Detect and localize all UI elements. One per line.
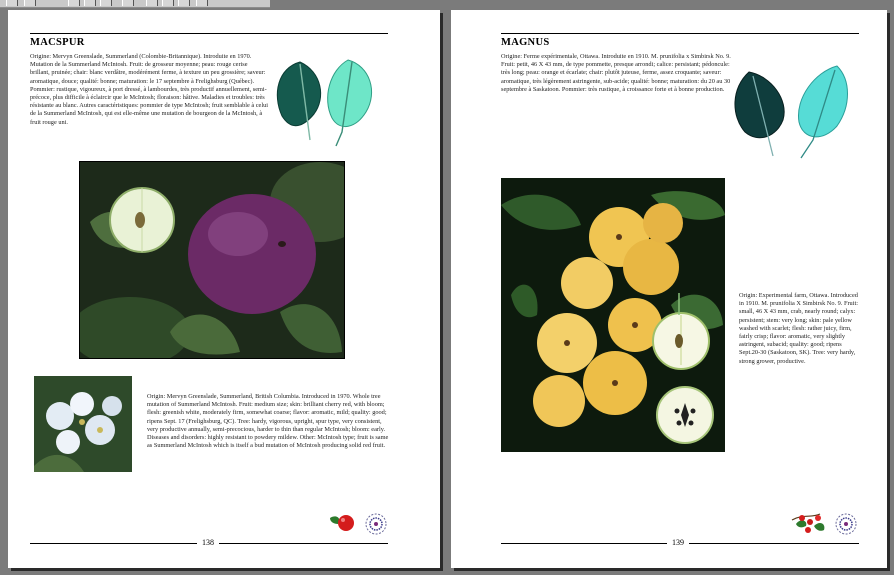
page-number: 139 [667, 538, 689, 547]
forward-icon[interactable] [24, 0, 36, 6]
french-description: Origine: Ferme expérimentale, Ottawa. Introduite en 1910. M. prunifolia x Simbirsk No. 9. Fruit: petit, 46 X 43 mm, de type pommette, presque arrondi; calice: persistant; pédoncule: très long; peau: orange et écarlate; chair: plutôt juteuse, ferme, assez croquante; saveur: aromatique, très légèrement astringente, sub-acide; qualité: bonne; maturation: du 20 au 30 septembre à Saskatoon. Pommier: très rustique, à croissance forte et à bonne production. [501, 53, 731, 93]
viewer-toolbar [0, 0, 270, 8]
help-icon[interactable] [196, 0, 208, 6]
top-rule [501, 33, 859, 34]
settings-icon[interactable] [178, 0, 190, 6]
magnus-fruit-photo [501, 175, 725, 452]
flower-icon [364, 512, 388, 536]
page-left [8, 10, 440, 568]
cut-icon[interactable] [122, 0, 134, 6]
zoom-icon[interactable] [162, 0, 174, 6]
leaf-illustration [270, 54, 382, 150]
berries-icon [790, 510, 828, 536]
print-icon[interactable] [68, 0, 80, 6]
find-icon[interactable] [146, 0, 158, 6]
save-icon[interactable] [84, 0, 96, 6]
top-rule [30, 33, 388, 34]
leaf-illustration [731, 62, 853, 162]
page-title: MAGNUS [501, 37, 550, 48]
copy-icon[interactable] [100, 0, 112, 6]
french-description: Origine: Mervyn Greenslade, Summerland (Colombie-Britannique). Introduite en 1970. Mutation de la Summerland McIntosh. Fruit: de grosseur moyenne; peau: rouge cerise brillant, pruinée; chair: blanc verdâtre, modérément ferme, à texture un peu grossière; saveur: aromatique, douce; qualité: bonne; maturation: le 17 septembre à Frelighsburg (Québec). Pommier: rustique, vigoureux, à port dressé, à lambourdes, très productif annuellement, semi-précoce, plus difficile à éclaircir que le McIntosh; floraison: hâtive. Maladies et troubles: très résistante au blanc. Autres caractéristiques: pommier de type McIntosh; fruit semblable à celui de la Summerland McIntosh, qui est elle-même une mutation de bourgeon de la McIntosh, à fruit rouge uni. [30, 53, 268, 126]
english-description: Origin: Experimental farm, Ottawa. Introduced in 1910. M. prunifolia X Simbirsk No. 9. Fruit: small, 46 X 43 mm, crab, nearly round; calyx: persistent; stem: very long; skin: pale yellow washed with scarlet; flesh: rather juicy, firm, fairly crisp; flavor: aromatic, very slightly astringent, subacid; quality: good; ripens Sept.20-30 (Saskatoon, SK). Tree: very hardy, strong grower, productive. [739, 292, 858, 365]
blossom-photo [34, 376, 132, 472]
apple-icon [326, 512, 356, 532]
page-title: MACSPUR [30, 37, 85, 48]
macspur-fruit-photo [79, 161, 345, 359]
page-number: 138 [197, 538, 219, 547]
flower-icon [834, 512, 858, 536]
english-description: Origin: Mervyn Greenslade, Summerland, British Columbia. Introduced in 1970. Whole tree mutation of Summerland McIntosh. Fruit: medium size; skin: brilliant cherry red, with bloom; flesh: greenish white, moderately firm, somewhat coarse; flavor: aromatic, mild; quality: good; ripens Sept. 17 (Frelighsburg, QC). Tree: hardy, vigorous, upright, spur type, very consistent, very productive annually, semi-precocious, harder to thin than regular McIntosh; bloom: early. Diseases and disorders: highly resistant to powdery mildew. Other: McIntosh type; fruit is same as Summerland McIntosh which is itself a bud mutation of McIntosh producing solid red fruit. [147, 393, 389, 450]
back-icon[interactable] [6, 0, 18, 6]
page-right [451, 10, 887, 568]
